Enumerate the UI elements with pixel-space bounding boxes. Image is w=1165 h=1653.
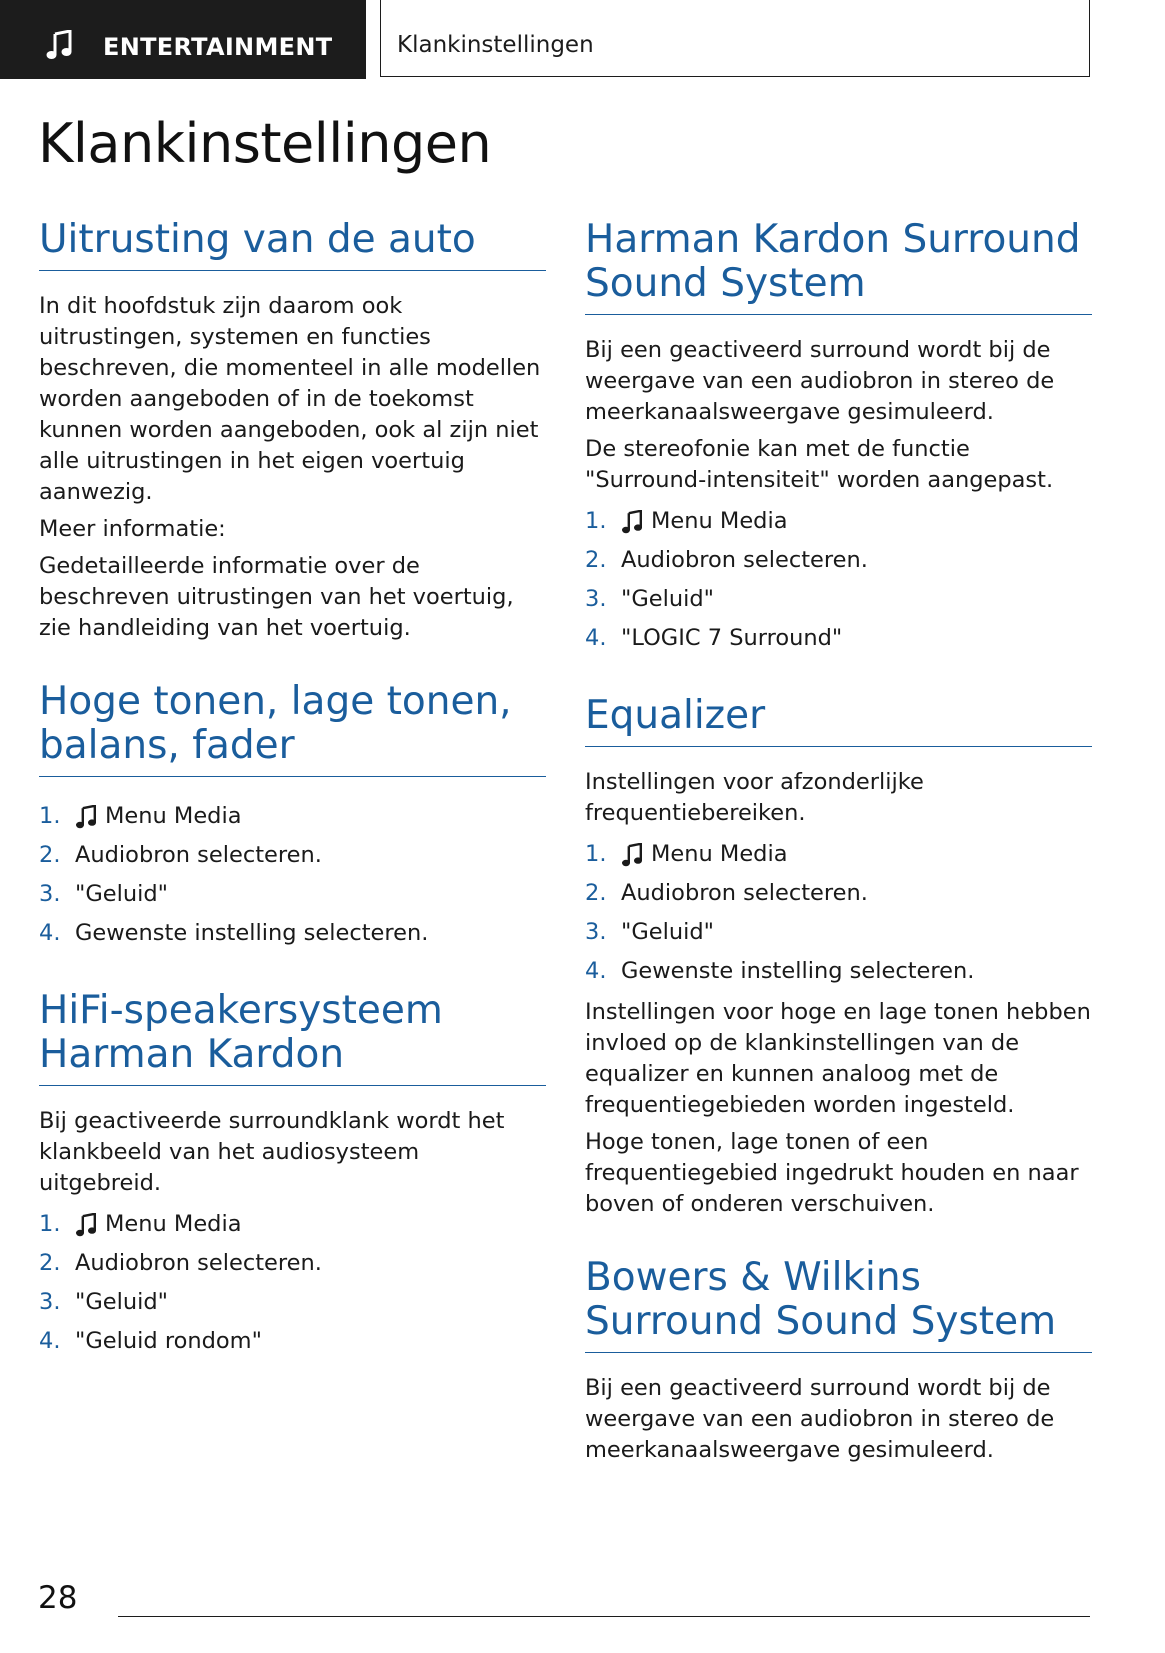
left-column <box>39 218 546 1397</box>
step-item <box>585 874 1092 913</box>
step-list <box>39 797 546 953</box>
section <box>39 989 546 1361</box>
step-item <box>39 1244 546 1283</box>
section-title: HiFi-speakersysteem Harman Kardon <box>39 989 546 1086</box>
music-note-icon <box>46 30 72 60</box>
music-note-icon <box>75 805 97 829</box>
step-item <box>39 1205 546 1244</box>
step-item <box>39 797 546 836</box>
step-text: Audiobron selecteren. <box>621 880 868 906</box>
paragraph: Gedetailleerde informatie over de beschreven uitrustingen van het voertuig, zie handleiding van het voertuig. <box>39 553 514 641</box>
step-number: 1. <box>39 803 61 829</box>
paragraph: Bij een geactiveerd surround wordt bij de weergave van een audiobron in stereo de meerkanaalsweergave gesimuleerd. <box>585 337 1055 425</box>
section-title: Harman Kardon Surround Sound System <box>585 218 1092 315</box>
header-section-tab <box>0 0 366 79</box>
section-body <box>39 797 546 953</box>
right-column <box>585 218 1092 1502</box>
step-text: "Geluid" <box>621 919 715 945</box>
step-number: 3. <box>39 881 61 907</box>
step-text: Gewenste instelling selecteren. <box>75 920 429 946</box>
paragraph: De stereofonie kan met de functie "Surround-intensiteit" worden aangepast. <box>585 436 1054 493</box>
step-text: Audiobron selecteren. <box>621 547 868 573</box>
step-item <box>585 541 1092 580</box>
step-number: 4. <box>39 920 61 946</box>
step-item <box>39 1322 546 1361</box>
step-number: 2. <box>585 547 607 573</box>
step-text: "Geluid" <box>75 1289 169 1315</box>
step-item <box>39 836 546 875</box>
step-text: Menu Media <box>651 508 788 534</box>
step-item <box>39 914 546 953</box>
section <box>39 680 546 953</box>
chapter-label: Klankinstellingen <box>397 32 594 58</box>
paragraph: Instellingen voor hoge en lage tonen hebben invloed op de klankinstellingen van de equalizer en kunnen analoog met de frequentiegebieden worden ingesteld. <box>585 999 1091 1118</box>
step-text: Audiobron selecteren. <box>75 842 322 868</box>
footer-rule <box>118 1616 1090 1617</box>
step-item <box>39 1283 546 1322</box>
section-body <box>585 1373 1092 1466</box>
step-number: 3. <box>585 919 607 945</box>
chapter-header <box>380 0 1090 77</box>
section-title: Bowers & Wilkins Surround Sound System <box>585 1256 1092 1353</box>
step-number: 4. <box>39 1328 61 1354</box>
section <box>39 218 546 644</box>
music-note-icon <box>75 1213 97 1237</box>
section-body <box>585 335 1092 658</box>
section-label: ENTERTAINMENT <box>103 33 333 61</box>
paragraph: Meer informatie: <box>39 516 226 542</box>
section-title: Hoge tonen, lage tonen, balans, fader <box>39 680 546 777</box>
section-body <box>585 767 1092 1220</box>
step-number: 3. <box>39 1289 61 1315</box>
step-number: 1. <box>585 841 607 867</box>
music-note-icon <box>621 843 643 867</box>
section <box>585 694 1092 1220</box>
step-text: "LOGIC 7 Surround" <box>621 625 843 651</box>
step-number: 4. <box>585 625 607 651</box>
section <box>585 1256 1092 1466</box>
step-number: 2. <box>585 880 607 906</box>
section-title: Equalizer <box>585 694 1092 747</box>
step-number: 1. <box>39 1211 61 1237</box>
step-text: Menu Media <box>105 803 242 829</box>
step-number: 2. <box>39 1250 61 1276</box>
step-item <box>39 875 546 914</box>
page-number: 28 <box>38 1580 78 1616</box>
section-title: Uitrusting van de auto <box>39 218 546 271</box>
step-list <box>585 835 1092 991</box>
step-number: 4. <box>585 958 607 984</box>
step-text: Menu Media <box>651 841 788 867</box>
step-item <box>585 619 1092 658</box>
music-note-icon <box>621 510 643 534</box>
step-item <box>585 913 1092 952</box>
step-item <box>585 502 1092 541</box>
section <box>585 218 1092 658</box>
step-text: "Geluid" <box>75 881 169 907</box>
step-item <box>585 952 1092 991</box>
page-title: Klankinstellingen <box>38 112 492 175</box>
paragraph: Hoge tonen, lage tonen of een frequentiegebied ingedrukt houden en naar boven of onderen verschuiven. <box>585 1129 1079 1217</box>
step-text: "Geluid rondom" <box>75 1328 262 1354</box>
step-number: 1. <box>585 508 607 534</box>
step-list <box>39 1205 546 1361</box>
step-text: Gewenste instelling selecteren. <box>621 958 975 984</box>
step-item <box>585 580 1092 619</box>
paragraph: In dit hoofdstuk zijn daarom ook uitrustingen, systemen en functies beschreven, die momenteel in alle modellen worden aangeboden of in de toekomst kunnen worden aangeboden, ook al zijn niet alle uitrustingen in het eigen voertuig aanwezig. <box>39 293 541 505</box>
step-text: Menu Media <box>105 1211 242 1237</box>
section-body <box>39 291 546 644</box>
section-body <box>39 1106 546 1361</box>
step-item <box>585 835 1092 874</box>
paragraph: Instellingen voor afzonderlijke frequentiebereiken. <box>585 769 924 826</box>
step-text: "Geluid" <box>621 586 715 612</box>
step-number: 2. <box>39 842 61 868</box>
paragraph: Bij geactiveerde surroundklank wordt het klankbeeld van het audiosysteem uitgebreid. <box>39 1108 505 1196</box>
step-number: 3. <box>585 586 607 612</box>
step-text: Audiobron selecteren. <box>75 1250 322 1276</box>
paragraph: Bij een geactiveerd surround wordt bij de weergave van een audiobron in stereo de meerkanaalsweergave gesimuleerd. <box>585 1375 1055 1463</box>
step-list <box>585 502 1092 658</box>
